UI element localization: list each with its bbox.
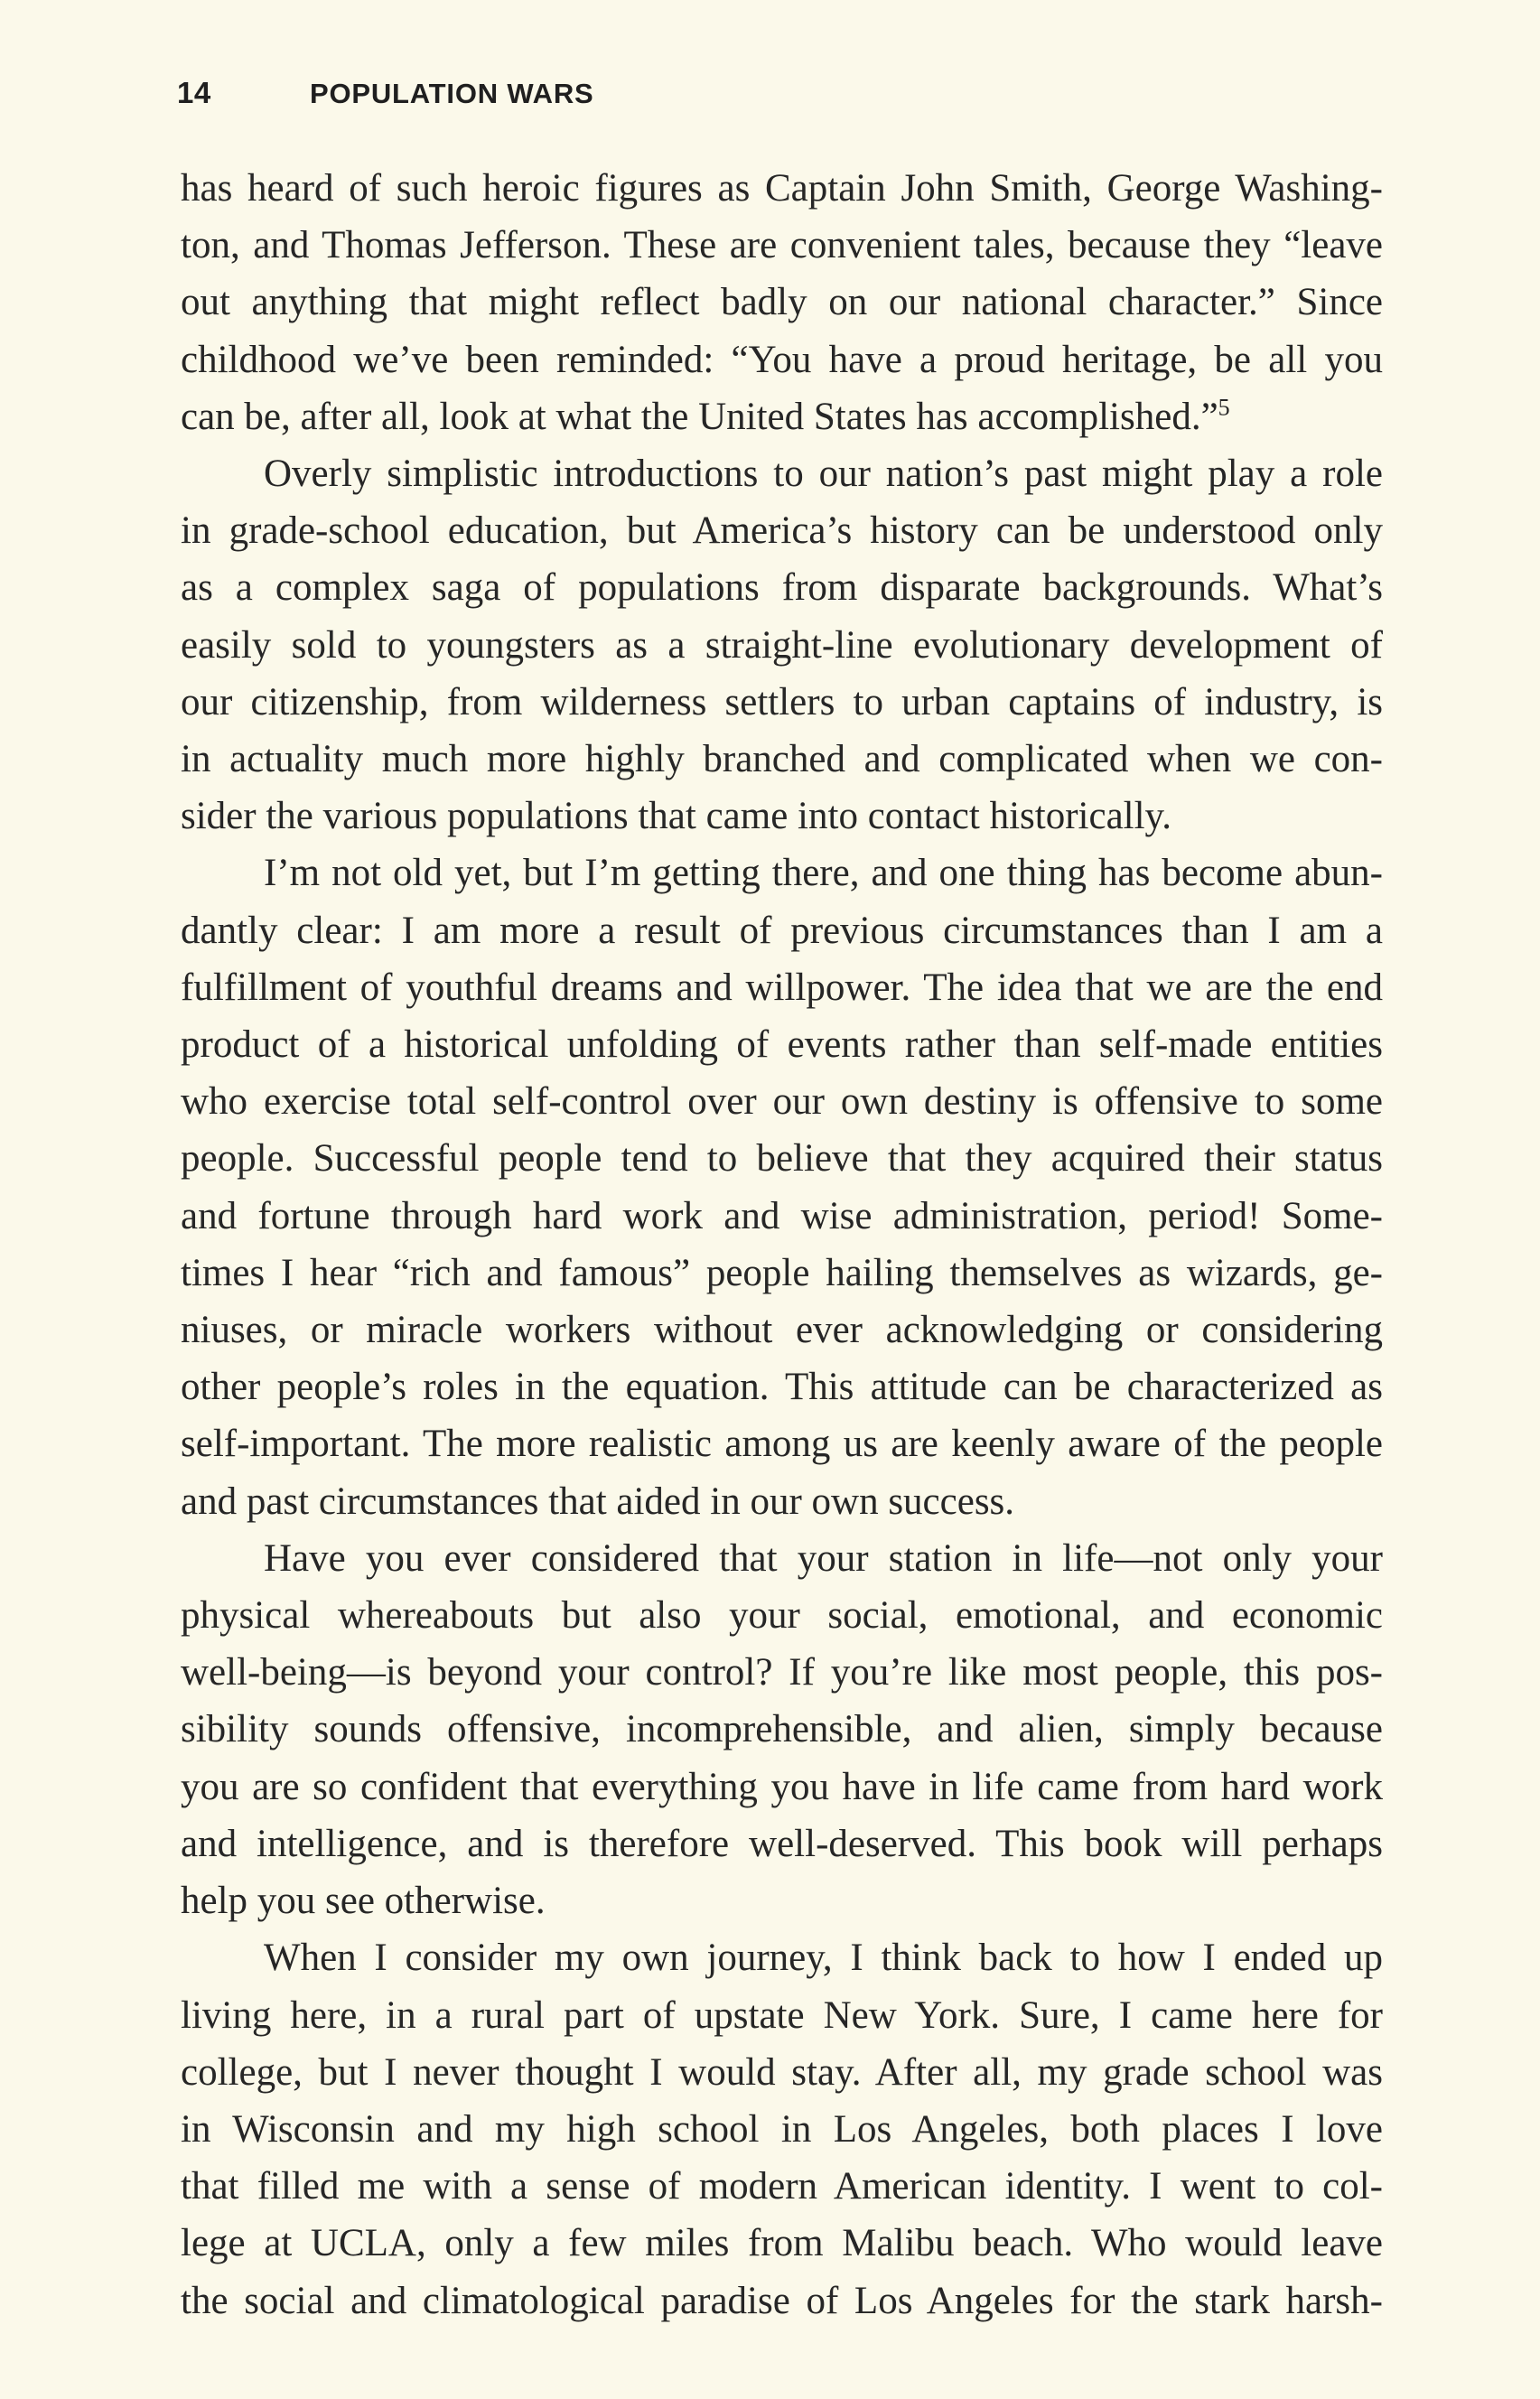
text-line	[181, 1473, 1383, 1530]
text-line	[181, 274, 1383, 331]
line-text: has heard of such heroic figures as Captain John Smith, George Washing-	[181, 167, 1383, 210]
line-text: ton, and Thomas Jefferson. These are convenient tales, because they “leave	[181, 224, 1383, 267]
footnote-reference[interactable]: 5	[1218, 394, 1230, 421]
line-text: Overly simplistic introductions to our nation’s past might play a role	[264, 453, 1383, 496]
text-line	[181, 1872, 1383, 1929]
paragraph	[181, 160, 1383, 445]
text-line	[181, 1302, 1383, 1358]
text-line	[181, 1759, 1383, 1816]
paragraph	[181, 1530, 1383, 1929]
text-line	[181, 559, 1383, 616]
line-text: help you see otherwise.	[181, 1880, 546, 1923]
text-line	[181, 445, 1383, 502]
line-text: out anything that might reflect badly on our national character.” Since	[181, 281, 1383, 324]
line-text: dantly clear: I am more a result of previous circumstances than I am a	[181, 909, 1383, 952]
text-line	[181, 2101, 1383, 2158]
line-text: sider the various populations that came into contact historically.	[181, 795, 1172, 838]
line-text: and fortune through hard work and wise administration, period! Some-	[181, 1194, 1383, 1237]
line-text: lege at UCLA, only a few miles from Malibu beach. Who would leave	[181, 2222, 1383, 2265]
text-line	[181, 1816, 1383, 1872]
line-text: that filled me with a sense of modern American identity. I went to col-	[181, 2165, 1383, 2208]
paragraph	[181, 845, 1383, 1529]
line-text: times I hear “rich and famous” people hailing themselves as wizards, ge-	[181, 1251, 1383, 1294]
text-line	[181, 2215, 1383, 2272]
text-line	[181, 2044, 1383, 2101]
line-text: people. Successful people tend to believe that they acquired their status	[181, 1137, 1383, 1181]
text-line	[181, 1130, 1383, 1187]
line-text: product of a historical unfolding of events rather than self-made entities	[181, 1023, 1383, 1067]
text-line	[181, 1358, 1383, 1415]
text-line	[181, 731, 1383, 788]
text-line	[181, 160, 1383, 217]
text-line	[181, 1987, 1383, 2044]
book-title: POPULATION WARS	[310, 78, 594, 109]
line-text: niuses, or miracle workers without ever acknowledging or considering	[181, 1309, 1383, 1352]
text-line	[181, 217, 1383, 274]
text-line	[181, 959, 1383, 1016]
text-line	[181, 2158, 1383, 2215]
text-line	[181, 845, 1383, 901]
text-line	[181, 1073, 1383, 1130]
text-line	[181, 617, 1383, 674]
text-line	[181, 2273, 1383, 2329]
text-line	[181, 1188, 1383, 1245]
text-line	[181, 1929, 1383, 1986]
line-text: childhood we’ve been reminded: “You have a proud heritage, be all you	[181, 338, 1383, 381]
line-text: in Wisconsin and my high school in Los Angeles, both places I love	[181, 2107, 1383, 2151]
line-text: sibility sounds offensive, incomprehensible, and alien, simply because	[181, 1708, 1383, 1751]
text-line	[181, 1530, 1383, 1587]
text-line	[181, 1016, 1383, 1073]
text-line	[181, 1245, 1383, 1302]
line-text: the social and climatological paradise of Los Angeles for the stark harsh-	[181, 2279, 1383, 2322]
line-text: and intelligence, and is therefore well-deserved. This book will perhaps	[181, 1822, 1383, 1865]
paragraph	[181, 1929, 1383, 2329]
text-line	[181, 902, 1383, 959]
line-text: as a complex saga of populations from disparate backgrounds. What’s	[181, 566, 1383, 610]
line-text: self-important. The more realistic among us are keenly aware of the people	[181, 1423, 1383, 1466]
line-text: physical whereabouts but also your social, emotional, and economic	[181, 1594, 1383, 1638]
line-text: well-being—is beyond your control? If you’re like most people, this pos-	[181, 1651, 1383, 1694]
text-line	[181, 788, 1383, 845]
line-text: our citizenship, from wilderness settlers to urban captains of industry, is	[181, 680, 1383, 723]
paragraph	[181, 445, 1383, 845]
text-line	[181, 502, 1383, 559]
text-line	[181, 1701, 1383, 1758]
line-text: who exercise total self-control over our own destiny is offensive to some	[181, 1080, 1383, 1124]
line-text: college, but I never thought I would stay. After all, my grade school was	[181, 2050, 1383, 2094]
line-text: living here, in a rural part of upstate New York. Sure, I came here for	[181, 1993, 1383, 2037]
line-text: Have you ever considered that your station in life—not only your	[264, 1536, 1383, 1580]
line-text: you are so confident that everything you have in life came from hard work	[181, 1765, 1383, 1808]
line-text: I’m not old yet, but I’m getting there, and one thing has become abun-	[264, 852, 1383, 895]
body-text	[181, 160, 1383, 2329]
page-number: 14	[177, 76, 211, 109]
line-text: other people’s roles in the equation. This attitude can be characterized as	[181, 1366, 1383, 1409]
text-line	[181, 388, 1383, 445]
running-head	[177, 76, 594, 119]
line-text: in grade-school education, but America’s history can be understood only	[181, 509, 1383, 553]
text-line	[181, 674, 1383, 731]
line-text: easily sold to youngsters as a straight-line evolutionary development of	[181, 623, 1383, 667]
line-text: and past circumstances that aided in our own success.	[181, 1480, 1015, 1523]
line-text: fulfillment of youthful dreams and willpower. The idea that we are the end	[181, 966, 1383, 1009]
line-text: When I consider my own journey, I think back to how I ended up	[264, 1937, 1383, 1980]
text-line	[181, 331, 1383, 388]
text-line	[181, 1587, 1383, 1644]
line-text: can be, after all, look at what the United States has accomplished.”	[181, 395, 1218, 438]
text-line	[181, 1644, 1383, 1701]
line-text: in actuality much more highly branched and complicated when we con-	[181, 738, 1383, 781]
text-line	[181, 1415, 1383, 1472]
